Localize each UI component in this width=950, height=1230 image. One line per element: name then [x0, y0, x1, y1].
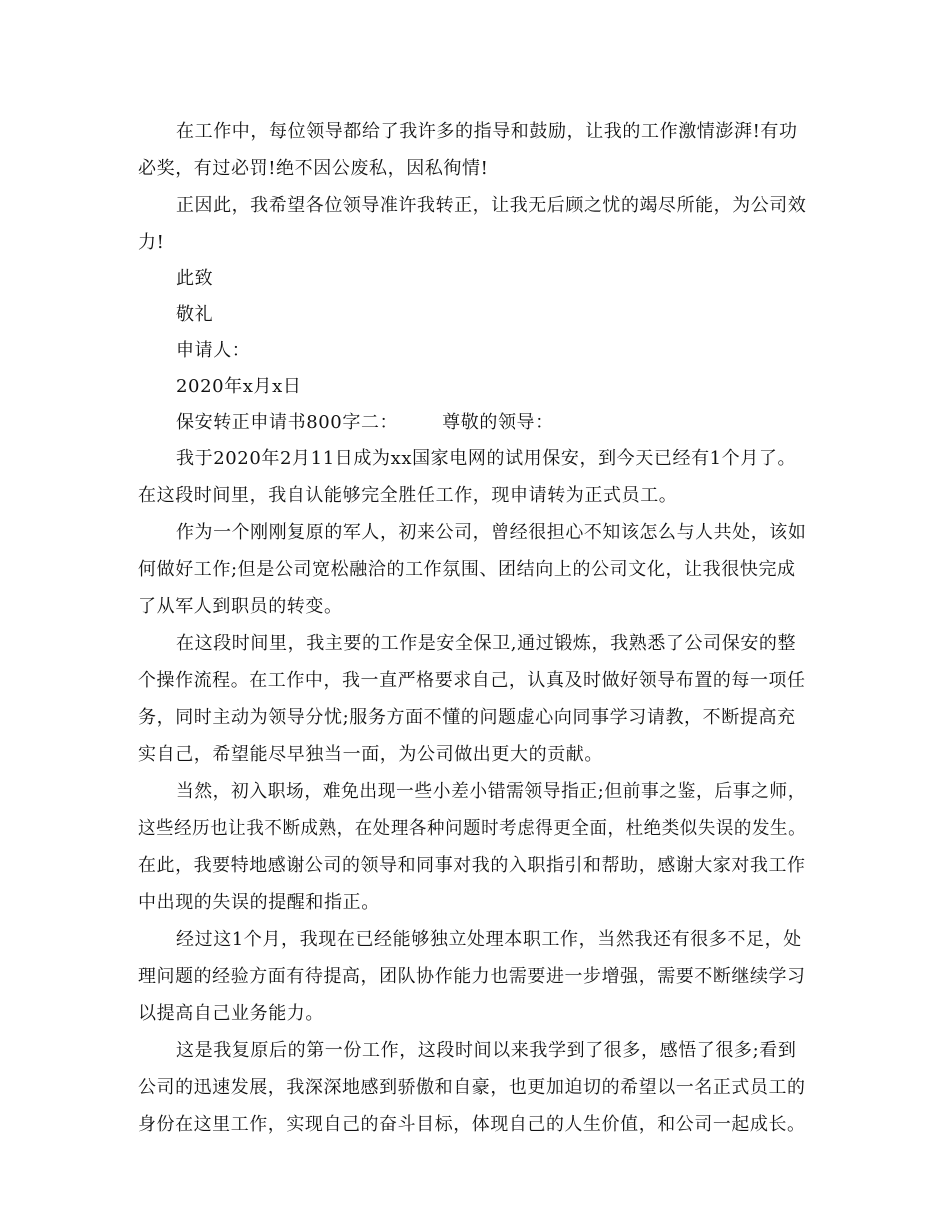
text-line: 必奖，有过必罚!绝不因公废私，因私徇情! [138, 158, 489, 179]
text-line: 经过这1个月，我现在已经能够独立处理本职工作，当然我还有很多不足，处 [176, 929, 802, 950]
text-line: 这些经历也让我不断成熟，在处理各种问题时考虑得更全面，杜绝类似失误的发生。 [138, 818, 807, 839]
text-line: 身份在这里工作，实现自己的奋斗目标，体现自己的人生价值，和公司一起成长。 [138, 1114, 806, 1135]
closing-salutation: 此致 [176, 268, 214, 289]
date-line: 2020年x月x日 [176, 376, 302, 397]
text-line: 以提高自己业务能力。 [138, 1003, 324, 1024]
text-line: 在此，我要特地感谢公司的领导和同事对我的入职指引和帮助，感谢大家对我工作 [138, 855, 806, 876]
section-heading-line [176, 411, 554, 435]
text-line: 公司的迅速发展，我深深地感到骄傲和自豪，也更加迫切的希望以一名正式员工的 [138, 1077, 806, 1098]
text-line: 正因此，我希望各位领导准许我转正，让我无后顾之忧的竭尽所能，为公司效 [176, 195, 807, 216]
text-line: 这是我复原后的第一份工作，这段时间以来我学到了很多，感悟了很多;看到 [176, 1040, 797, 1061]
text-line: 力! [138, 232, 165, 253]
text-line: 我于2020年2月11日成为xx国家电网的试用保安，到今天已经有1个月了。 [176, 448, 797, 469]
text-line: 实自己，希望能尽早独当一面，为公司做出更大的贡献。 [138, 744, 603, 765]
text-line: 了从军人到职员的转变。 [138, 596, 343, 617]
text-line: 在工作中，每位领导都给了我许多的指导和鼓励，让我的工作激情澎湃!有功 [176, 121, 798, 142]
text-line: 作为一个刚刚复原的军人，初来公司，曾经很担心不知该怎么与人共处，该如 [176, 522, 807, 543]
section-title: 保安转正申请书800字二： [176, 412, 399, 433]
closing-respect: 敬礼 [176, 304, 214, 325]
applicant-label: 申请人： [176, 340, 251, 361]
text-line: 务，同时主动为领导分忧;服务方面不懂的问题虚心向同事学习请教，不断提高充 [138, 707, 796, 728]
text-line: 理问题的经验方面有待提高，团队协作能力也需要进一步增强，需要不断继续学习 [138, 966, 806, 987]
greeting: 尊敬的领导： [442, 412, 554, 433]
text-line: 何做好工作;但是公司宽松融洽的工作氛围、团结向上的公司文化，让我很快完成 [138, 559, 796, 580]
text-line: 个操作流程。在工作中，我一直严格要求自己，认真及时做好领导布置的每一项任 [138, 670, 806, 691]
text-line: 在这段时间里，我自认能够完全胜任工作，现申请转为正式员工。 [138, 485, 678, 506]
text-line: 在这段时间里，我主要的工作是安全保卫,通过锻炼，我熟悉了公司保安的整 [176, 633, 797, 654]
text-line: 当然，初入职场，难免出现一些小差小错需领导指正;但前事之鉴，后事之师， [176, 781, 807, 802]
text-line: 中出现的失误的提醒和指正。 [138, 892, 380, 913]
